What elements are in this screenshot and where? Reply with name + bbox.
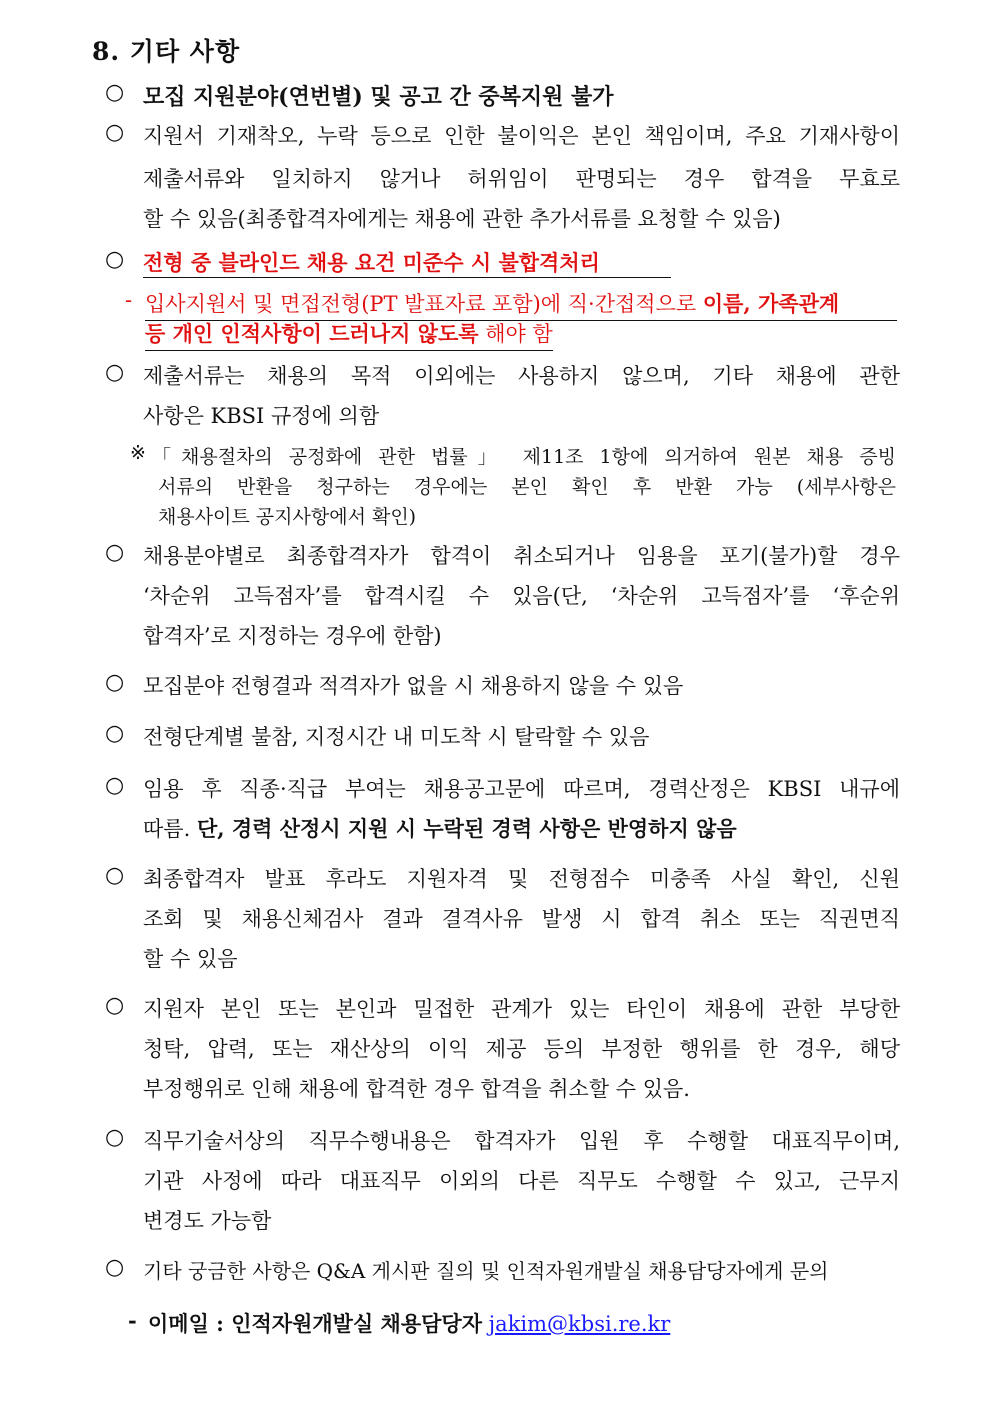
item-text: 임용 후 직종·직급 부여는 채용공고문에 따르며, 경력산정은 KBSI 내규에 [143,777,900,801]
list-item [105,1255,900,1285]
list-item [105,120,900,240]
item-text: 모집 지원분야(연번별) 및 공고 간 중복지원 불가 [143,84,614,110]
blind-detail-text: 해야 함 [478,322,553,346]
item-text: 직무기술서상의 직무수행내용은 합격자가 입원 후 수행할 대표직무이며, [143,1129,900,1153]
bullet-icon: ○ [105,863,125,888]
item-text: 할 수 있음(최종합격자에게는 채용에 관한 추가서류를 요청할 수 있음) [143,207,781,231]
contact-label: 이메일 : 인적자원개발실 채용담당자 [148,1311,482,1336]
item-text: 모집분야 전형결과 적격자가 없을 시 채용하지 않을 수 있음 [143,674,684,698]
blind-detail-line1 [145,288,897,321]
blind-detail-bold: 등 개인 인적사항이 드러나지 않도록 [145,321,479,346]
note-text: 서류의 반환을 청구하는 경우에는 본인 확인 후 반환 가능 (세부사항은 [158,476,896,498]
blind-detail-line2 [145,318,553,351]
note-text: 채용사이트 공지사항에서 확인) [158,506,417,528]
item-text: 기타 궁금한 사항은 Q&A 게시판 질의 및 인적자원개발실 채용담당자에게 문의 [143,1259,829,1283]
bullet-icon: ○ [105,1255,125,1280]
bullet-icon: ○ [105,120,125,145]
list-item [105,993,900,1113]
item-text: 제출서류와 일치하지 않거나 허위임이 판명되는 경우 합격을 무효로 [143,167,900,191]
bullet-icon: ○ [105,993,125,1018]
item-text: 부정행위로 인해 채용에 합격한 경우 합격을 취소할 수 있음. [143,1077,690,1101]
blind-detail-text: 입사지원서 및 면접전형(PT 발표자료 포함)에 직·간접적으로 [145,292,703,316]
bullet-icon: ○ [105,1125,125,1150]
list-item [105,540,900,660]
item-text: 채용분야별로 최종합격자가 합격이 취소되거나 임용을 포기(불가)할 경우 [143,544,900,568]
note-text: 「채용절차의 공정화에 관한 법률」 제11조 1항에 의거하여 원본 채용 증빙 [152,446,896,468]
item-text: 지원서 기재착오, 누락 등으로 인한 불이익은 본인 책임이며, 주요 기재사항이 [143,124,900,148]
bullet-icon: ○ [105,773,125,798]
bullet-icon: ○ [105,80,125,105]
item-text: 할 수 있음 [143,947,238,971]
list-item [105,773,900,843]
bullet-icon: ○ [105,721,125,746]
list-item [105,863,900,983]
item-text: 전형단계별 불참, 지정시간 내 미도착 시 탈락할 수 있음 [143,725,650,749]
item-text: 기관 사정에 따라 대표직무 이외의 다른 직무도 수행할 수 있고, 근무지 [143,1169,900,1193]
list-item [105,721,900,751]
contact-line [148,1308,670,1338]
item-text-bold: 단, 경력 산정시 지원 시 누락된 경력 사항은 반영하지 않음 [196,816,737,841]
bullet-icon: ○ [105,540,125,565]
item-text: 조회 및 채용신체검사 결과 결격사유 발생 시 합격 취소 또는 직권면직 [143,907,900,931]
email-link[interactable]: jakim@kbsi.re.kr [488,1312,671,1336]
list-item [105,247,900,277]
item-text: 변경도 가능함 [143,1209,272,1233]
item-text: 합격자’로 지정하는 경우에 한함) [143,624,442,648]
item-text: 청탁, 압력, 또는 재산상의 이익 제공 등의 부정한 행위를 한 경우, 해당 [143,1037,900,1061]
item-text: ‘차순위 고득점자’를 합격시킬 수 있음(단, ‘차순위 고득점자’를 ‘후순위 [143,584,900,608]
note-mark: ※ [130,442,146,464]
item-text: 사항은 KBSI 규정에 의함 [143,404,380,428]
list-item [105,80,900,110]
contact-dash: - [128,1308,137,1333]
item-text: 최종합격자 발표 후라도 지원자격 및 전형점수 미충족 사실 확인, 신원 [143,867,900,891]
item-text [143,813,900,843]
section-title: 8. 기타 사항 [92,37,241,66]
item-text: 지원자 본인 또는 본인과 밀접한 관계가 있는 타인이 채용에 관한 부당한 [143,997,900,1021]
blind-detail-dash: - [125,288,133,312]
bullet-icon: ○ [105,670,125,695]
list-item [105,360,900,440]
blind-hiring-rule [143,247,671,280]
bullet-icon: ○ [105,360,125,385]
item-text-plain: 따름. [143,817,191,841]
item-text: 제출서류는 채용의 목적 이외에는 사용하지 않으며, 기타 채용에 관한 [143,364,900,388]
blind-detail-bold: 이름, 가족관계 [702,291,840,316]
list-item [105,1125,900,1245]
bullet-icon: ○ [105,247,125,272]
item-text: 전형 중 블라인드 채용 요건 미준수 시 불합격처리 [143,247,671,278]
list-item [105,670,900,700]
